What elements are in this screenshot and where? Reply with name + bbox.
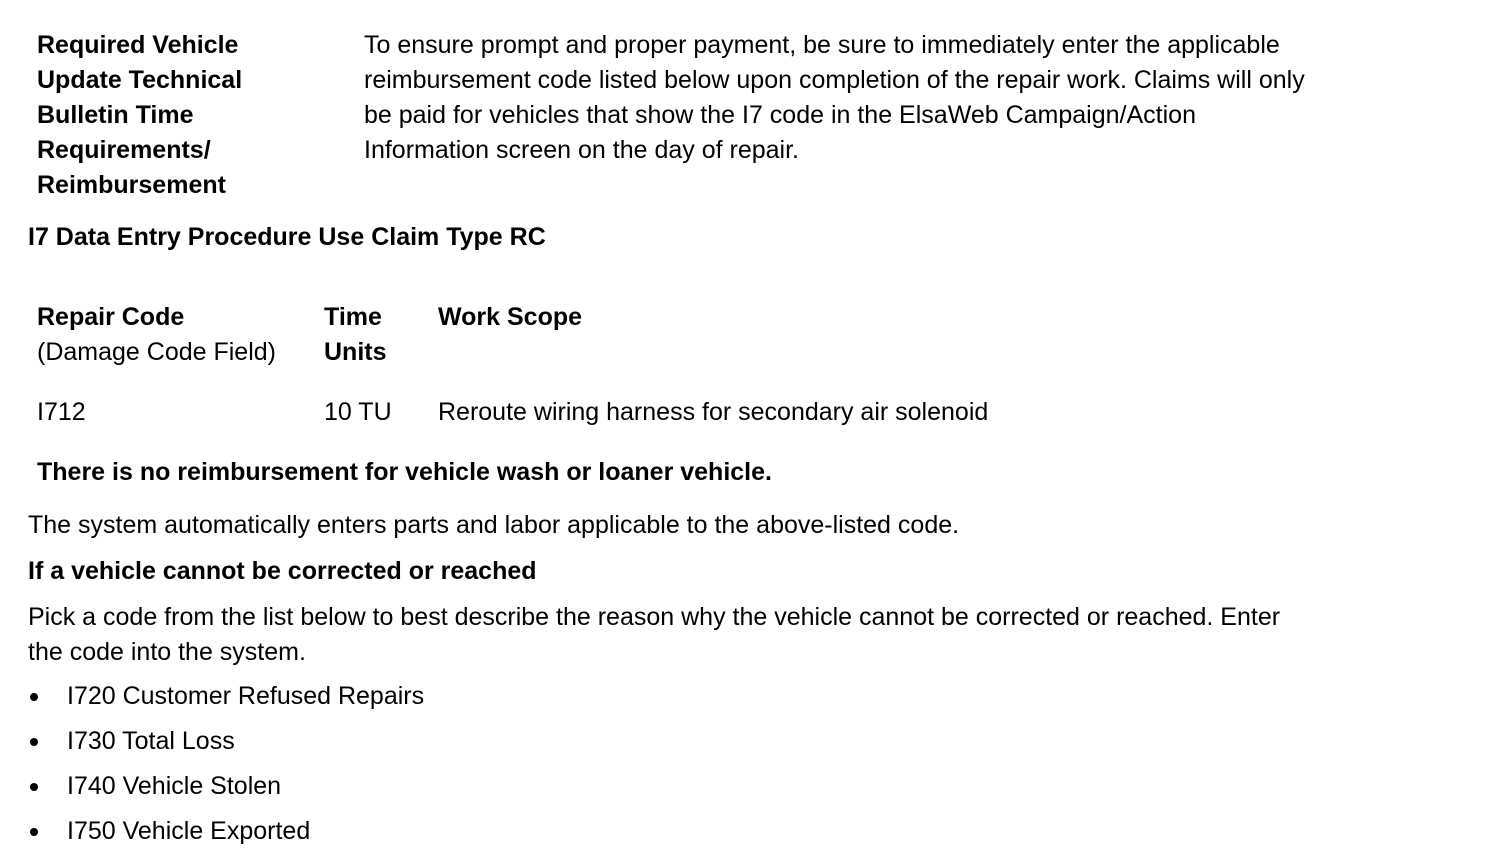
- list-item: [28, 724, 424, 769]
- reason-code-text: I730 Total Loss: [67, 727, 235, 755]
- time-units-cell: 10 TU: [324, 398, 392, 426]
- bullet-icon: [30, 783, 38, 791]
- bullet-icon: [30, 693, 38, 701]
- requirements-heading-line: Required Vehicle: [37, 31, 239, 59]
- pick-code-text-line: the code into the system.: [28, 638, 306, 666]
- requirements-heading: [37, 28, 337, 203]
- repair-code-cell: I712: [37, 398, 86, 426]
- reason-code-list: [28, 679, 424, 859]
- time-header-label: Time: [324, 303, 382, 331]
- requirements-text-line: reimbursement code listed below upon completion of the repair work. Claims will only: [364, 66, 1305, 94]
- i7-procedure-title: I7 Data Entry Procedure Use Claim Type RC: [28, 223, 546, 251]
- cannot-correct-title: If a vehicle cannot be corrected or reached: [28, 557, 537, 585]
- repair-code-header-label: Repair Code: [37, 303, 185, 331]
- list-item: [28, 814, 424, 859]
- requirements-heading-line: Requirements/: [37, 136, 211, 164]
- no-reimbursement-note: There is no reimbursement for vehicle wash or loaner vehicle.: [37, 458, 772, 486]
- requirements-text-line: Information screen on the day of repair.: [364, 136, 799, 164]
- bullet-icon: [30, 738, 38, 746]
- requirements-heading-line: Bulletin Time: [37, 101, 194, 129]
- reason-code-text: I740 Vehicle Stolen: [67, 772, 282, 800]
- pick-code-text-line: Pick a code from the list below to best describe the reason why the vehicle cannot be corrected or reached. Enter: [28, 603, 1281, 631]
- bullet-icon: [30, 828, 38, 836]
- requirements-text-line: To ensure prompt and proper payment, be sure to immediately enter the applicable: [364, 31, 1280, 59]
- time-header-sub: Units: [324, 338, 387, 366]
- repair-code-header-sub: (Damage Code Field): [37, 338, 276, 366]
- requirements-text: [364, 28, 1474, 168]
- requirements-text-line: be paid for vehicles that show the I7 code in the ElsaWeb Campaign/Action: [364, 101, 1196, 129]
- pick-code-text: [28, 600, 1468, 670]
- work-scope-header: Work Scope: [438, 303, 583, 331]
- repair-code-header: [37, 300, 276, 370]
- list-item: [28, 769, 424, 814]
- list-item: [28, 679, 424, 724]
- reason-code-text: I750 Vehicle Exported: [67, 817, 311, 845]
- work-scope-cell: Reroute wiring harness for secondary air solenoid: [438, 398, 989, 426]
- time-units-header: [324, 300, 387, 370]
- requirements-heading-line: Update Technical: [37, 66, 243, 94]
- requirements-heading-line: Reimbursement: [37, 171, 226, 199]
- reason-code-text: I720 Customer Refused Repairs: [67, 682, 425, 710]
- system-note: The system automatically enters parts and labor applicable to the above-listed code.: [28, 511, 960, 539]
